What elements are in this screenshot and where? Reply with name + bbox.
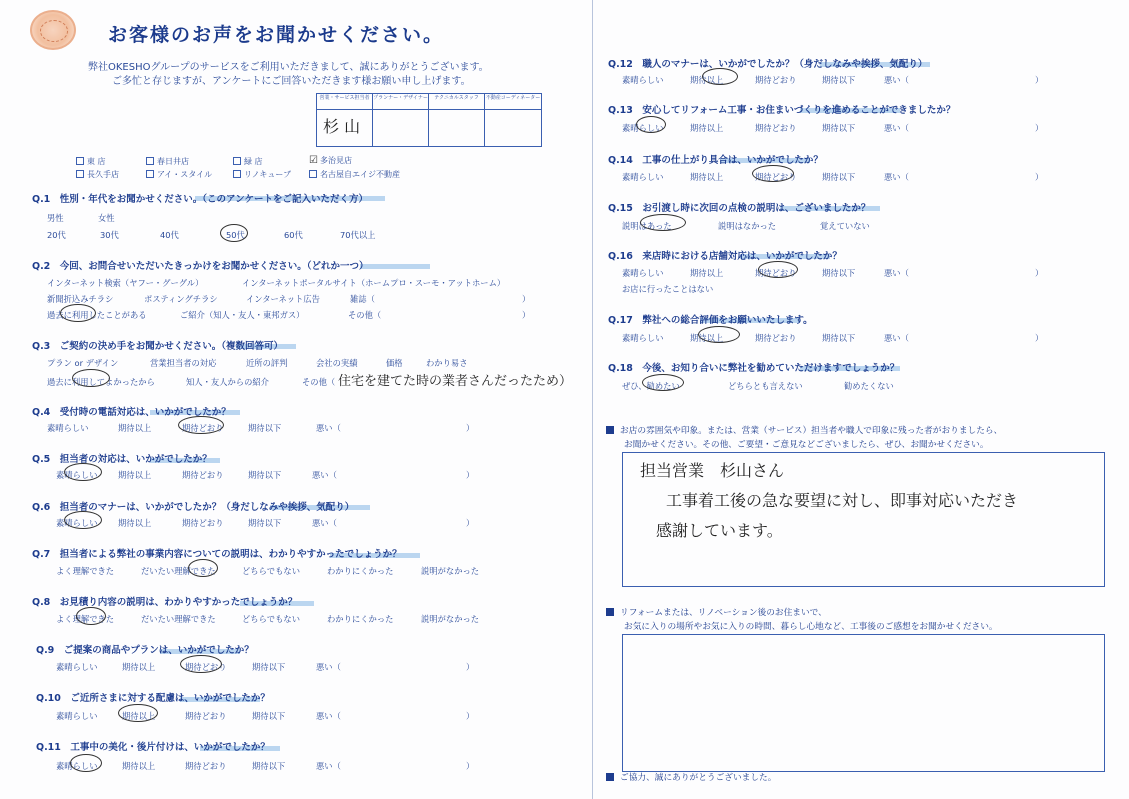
q17-option-1[interactable]: 期待以上 bbox=[690, 333, 724, 343]
q14-question: Q.14 工事の仕上がり具合は、いかがでしたか？ bbox=[608, 155, 823, 166]
q2-option-netad[interactable]: インターネット広告 bbox=[246, 294, 320, 304]
q2-question: Q.2 今回、お問合せいただいたきっかけをお聞かせください。（どれか一つ） bbox=[32, 261, 369, 272]
q1-gender-female[interactable]: 女性 bbox=[98, 213, 115, 223]
q5-question: Q.5 担当者の対応は、いかがでしたか？ bbox=[32, 454, 212, 465]
checkbox-icon bbox=[233, 170, 241, 178]
square-bullet-icon bbox=[606, 773, 614, 781]
answer-circle-mark bbox=[640, 214, 686, 231]
q4-option-close: ） bbox=[466, 423, 475, 433]
q12-option-0[interactable]: 素晴らしい bbox=[622, 75, 664, 85]
q5-option-3[interactable]: 期待以下 bbox=[248, 470, 282, 480]
q16-option-1[interactable]: 期待以上 bbox=[690, 268, 724, 278]
q4-question: Q.4 受付時の電話対応は、いかがでしたか？ bbox=[32, 407, 231, 418]
q3-handwritten-other: 住宅を建てた時の業者さんだったため） bbox=[338, 374, 573, 389]
checkbox-icon bbox=[146, 170, 154, 178]
q17-question: Q.17 弊社への総合評価をお願いいたします。 bbox=[608, 315, 813, 326]
q13-option-4[interactable]: 悪い（ bbox=[884, 123, 909, 133]
q3-option-sales-response[interactable]: 営業担当者の対応 bbox=[150, 358, 217, 368]
q1-age-50s[interactable]: 50代 bbox=[226, 230, 245, 240]
q10-option-1[interactable]: 期待以上 bbox=[122, 711, 156, 721]
q6-question: Q.6 担当者のマナーは、いかがでしたか？（身だしなみや挨拶、気配り） bbox=[32, 502, 355, 513]
comment1-label-2: お聞かせください。その他、ご要望・ご意見などございましたら、ぜひ、お聞かせください。 bbox=[624, 440, 989, 450]
q3-option-plan[interactable]: プラン or デザイン bbox=[47, 358, 119, 368]
q16-option-3[interactable]: 期待以下 bbox=[822, 268, 856, 278]
q4-option-4[interactable]: 悪い（ bbox=[316, 423, 341, 433]
q7-option-4[interactable]: 説明がなかった bbox=[421, 566, 480, 576]
comment1-handwritten-line2: 工事着工後の急な要望に対し、即事対応いただき bbox=[666, 491, 1019, 510]
answer-circle-mark bbox=[642, 374, 684, 391]
q16-option-never-visited[interactable]: お店に行ったことはない bbox=[622, 284, 714, 294]
q15-option-0[interactable]: 説明はあった bbox=[622, 221, 672, 231]
checkbox-icon bbox=[146, 157, 154, 165]
q16-option-close: ） bbox=[1035, 268, 1044, 278]
q3-question: Q.3 ご契約の決め手をお聞かせください。（複数回答可） bbox=[32, 341, 284, 352]
q16-option-0[interactable]: 素晴らしい bbox=[622, 268, 664, 278]
q8-question: Q.8 お見積り内容の説明は、わかりやすかったでしょうか？ bbox=[32, 597, 298, 608]
answer-circle-mark bbox=[64, 511, 102, 529]
q18-option-0[interactable]: ぜひ、勧めたい bbox=[622, 381, 680, 391]
store-checkbox-realestate[interactable]: 名古屋自エイジ不動産 bbox=[309, 169, 400, 180]
q2-option-referral[interactable]: ご紹介（知人・友人・東邦ガス） bbox=[180, 310, 305, 320]
q1-question: Q.1 性別・年代をお聞かせください。（このアンケートをご記入いただく方） bbox=[32, 194, 368, 205]
q12-question: Q.12 職人のマナーは、いかがでしたか？（身だしなみや挨拶、気配り） bbox=[608, 59, 928, 70]
store-checkbox-midori[interactable]: 緑 店 bbox=[233, 156, 263, 167]
q2-option-magazine[interactable]: 雑誌（ bbox=[350, 294, 375, 304]
square-bullet-icon bbox=[606, 426, 614, 434]
q8-option-0[interactable]: よく理解できた bbox=[56, 614, 115, 624]
q13-option-0[interactable]: 素晴らしい bbox=[622, 123, 664, 133]
q5-option-4[interactable]: 悪い（ bbox=[312, 470, 337, 480]
q1-age-40s[interactable]: 40代 bbox=[160, 230, 179, 240]
store-checkbox-tajimi[interactable]: ☑ 多治見店 bbox=[309, 155, 352, 166]
q2-option-posting[interactable]: ポスティングチラシ bbox=[144, 294, 218, 304]
q6-option-4[interactable]: 悪い（ bbox=[312, 518, 337, 528]
intro-line-2: ご多忙と存じますが、アンケートにご回答いただきます様お願い申し上げます。 bbox=[112, 76, 471, 87]
q17-option-2[interactable]: 期待どおり bbox=[755, 333, 797, 343]
comment1-handwritten-line1: 担当営業 杉山さん bbox=[640, 461, 785, 480]
intro-line-1: 弊社OKESHOグループのサービスをご利用いただきまして、誠にありがとうございます。 bbox=[88, 62, 489, 73]
q11-option-3[interactable]: 期待以下 bbox=[252, 761, 286, 771]
page-title: お客様のお声をお聞かせください。 bbox=[108, 24, 445, 46]
q12-option-3[interactable]: 期待以下 bbox=[822, 75, 856, 85]
q18-option-2[interactable]: 勧めたくない bbox=[844, 381, 894, 391]
thanks-footer: ご協力、誠にありがとうございました。 bbox=[606, 771, 776, 783]
q3-option-track-record[interactable]: 会社の実績 bbox=[316, 358, 358, 368]
answer-circle-mark bbox=[118, 704, 158, 722]
comment1-handwritten-line3: 感謝しています。 bbox=[656, 521, 783, 540]
q1-age-70s[interactable]: 70代以上 bbox=[340, 230, 376, 240]
q11-option-0[interactable]: 素晴らしい bbox=[56, 761, 98, 771]
q18-option-1[interactable]: どちらとも言えない bbox=[728, 381, 803, 391]
q2-other-close: ） bbox=[522, 310, 531, 320]
q14-option-3[interactable]: 期待以下 bbox=[822, 172, 856, 182]
q15-question: Q.15 お引渡し時に次回の点検の説明は、ございましたか？ bbox=[608, 203, 871, 214]
answer-circle-mark bbox=[70, 754, 102, 772]
answer-circle-mark bbox=[180, 655, 222, 673]
q13-option-3[interactable]: 期待以下 bbox=[822, 123, 856, 133]
q14-option-4[interactable]: 悪い（ bbox=[884, 172, 909, 182]
q8-option-4[interactable]: 説明がなかった bbox=[421, 614, 480, 624]
q2-option-newspaper[interactable]: 新聞折込みチラシ bbox=[47, 294, 114, 304]
q18-question: Q.18 今後、お知り合いに弊社を勧めていただけますでしょうか？ bbox=[608, 363, 900, 374]
q11-option-close: ） bbox=[466, 761, 475, 771]
staff-value-realestate[interactable] bbox=[485, 110, 541, 146]
store-checkbox-istyle[interactable]: アイ・スタイル bbox=[146, 169, 212, 180]
answer-circle-mark bbox=[698, 326, 740, 343]
q9-option-close: ） bbox=[466, 662, 475, 672]
q7-question: Q.7 担当者による弊社の事業内容についての説明は、わかりやすかったでしょうか？ bbox=[32, 549, 402, 560]
q4-option-0[interactable]: 素晴らしい bbox=[47, 423, 89, 433]
q14-option-0[interactable]: 素晴らしい bbox=[622, 172, 664, 182]
q5-option-2[interactable]: 期待どおり bbox=[182, 470, 224, 480]
q12-option-2[interactable]: 期待どおり bbox=[755, 75, 797, 85]
comment2-box[interactable] bbox=[622, 634, 1105, 772]
q8-option-2[interactable]: どちらでもない bbox=[242, 614, 300, 624]
answer-circle-mark bbox=[72, 369, 110, 387]
q17-option-close: ） bbox=[1035, 333, 1044, 343]
checkbox-icon bbox=[233, 157, 241, 165]
q17-option-3[interactable]: 期待以下 bbox=[822, 333, 856, 343]
staff-header-sales: 営業・サービス担当者 bbox=[317, 94, 373, 110]
q9-option-2[interactable]: 期待どおり bbox=[185, 662, 227, 672]
q1-gender-male[interactable]: 男性 bbox=[47, 213, 64, 223]
q7-option-2[interactable]: どちらでもない bbox=[242, 566, 300, 576]
q2-option-portal[interactable]: インターネットポータルサイト（ホームプロ・スーモ・アットホーム） bbox=[242, 278, 506, 288]
q4-option-1[interactable]: 期待以上 bbox=[118, 423, 152, 433]
q11-option-4[interactable]: 悪い（ bbox=[316, 761, 341, 771]
answer-circle-mark bbox=[636, 116, 666, 133]
comment2-label-2: お気に入りの場所やお気に入りの時間、暮らし心地など、工事後のご感想をお聞かせください。 bbox=[624, 622, 998, 632]
q17-option-4[interactable]: 悪い（ bbox=[884, 333, 909, 343]
q10-option-3[interactable]: 期待以下 bbox=[252, 711, 286, 721]
q10-option-0[interactable]: 素晴らしい bbox=[56, 711, 98, 721]
q14-option-2[interactable]: 期待どおり bbox=[755, 172, 797, 182]
answer-circle-mark bbox=[702, 68, 738, 85]
q7-option-3[interactable]: わかりにくかった bbox=[327, 566, 394, 576]
checkbox-icon bbox=[76, 170, 84, 178]
q6-option-2[interactable]: 期待どおり bbox=[182, 518, 224, 528]
q17-option-0[interactable]: 素晴らしい bbox=[622, 333, 664, 343]
staff-header-planner: プランナー・デザイナー bbox=[373, 94, 429, 110]
q13-option-2[interactable]: 期待どおり bbox=[755, 123, 797, 133]
staff-header-technical: テクニカルスタッフ bbox=[429, 94, 485, 110]
seal-stamp bbox=[30, 10, 76, 50]
q2-magazine-close: ） bbox=[522, 294, 531, 304]
q10-option-close: ） bbox=[466, 711, 475, 721]
q6-option-3[interactable]: 期待以下 bbox=[248, 518, 282, 528]
q7-option-0[interactable]: よく理解できた bbox=[56, 566, 115, 576]
store-checkbox-kasugai[interactable]: 春日井店 bbox=[146, 156, 189, 167]
q9-option-3[interactable]: 期待以下 bbox=[252, 662, 286, 672]
q12-option-close: ） bbox=[1035, 75, 1044, 85]
answer-circle-mark bbox=[60, 304, 96, 322]
q6-option-close: ） bbox=[466, 518, 475, 528]
q2-option-past-use[interactable]: 過去に利用したことがある bbox=[47, 310, 147, 320]
checkbox-icon bbox=[309, 170, 317, 178]
staff-value-planner[interactable] bbox=[373, 110, 429, 146]
q9-option-4[interactable]: 悪い（ bbox=[316, 662, 341, 672]
q3-option-referral[interactable]: 知人・友人からの紹介 bbox=[186, 377, 269, 387]
comment1-label: お店の雰囲気や印象。または、営業（サービス）担当者や職人で印象に残った者がおりましたら、 bbox=[606, 424, 1002, 436]
answer-circle-mark bbox=[76, 607, 106, 625]
q14-option-close: ） bbox=[1035, 172, 1044, 182]
q15-option-1[interactable]: 説明はなかった bbox=[718, 221, 777, 231]
answer-circle-mark bbox=[220, 224, 248, 242]
q13-question: Q.13 安心してリフォーム工事・お住まいづくりを進めることができましたか？ bbox=[608, 105, 956, 116]
q3-option-past-use[interactable]: 過去に利用してよかったから bbox=[47, 377, 155, 387]
q10-option-2[interactable]: 期待どおり bbox=[185, 711, 227, 721]
q8-option-3[interactable]: わかりにくかった bbox=[327, 614, 394, 624]
q5-option-0[interactable]: 素晴らしい bbox=[56, 470, 98, 480]
q2-option-other[interactable]: その他（ bbox=[348, 310, 382, 320]
checkbox-icon bbox=[76, 157, 84, 165]
q8-option-1[interactable]: だいたい理解できた bbox=[141, 614, 216, 624]
q11-question: Q.11 工事中の美化・後片付けは、いかがでしたか？ bbox=[36, 742, 270, 753]
q3-option-other[interactable]: その他（ bbox=[302, 377, 336, 387]
q11-option-2[interactable]: 期待どおり bbox=[185, 761, 227, 771]
answer-circle-mark bbox=[178, 416, 224, 434]
q7-option-1[interactable]: だいたい理解できた bbox=[141, 566, 216, 576]
q16-question: Q.16 来店時における店舗対応は、いかがでしたか？ bbox=[608, 251, 842, 262]
store-checkbox-renocube[interactable]: リノキューブ bbox=[233, 169, 291, 180]
checked-box-icon: ☑ bbox=[309, 155, 318, 166]
staff-table bbox=[316, 93, 542, 147]
q1-age-60s[interactable]: 60代 bbox=[284, 230, 303, 240]
store-checkbox-higashi[interactable]: 東 店 bbox=[76, 156, 106, 167]
q16-option-2[interactable]: 期待どおり bbox=[755, 268, 797, 278]
q5-option-close: ） bbox=[466, 470, 475, 480]
q10-question: Q.10 ご近所さまに対する配慮は、いかがでしたか？ bbox=[36, 693, 270, 704]
staff-value-technical[interactable] bbox=[429, 110, 485, 146]
staff-value-sales[interactable]: 杉 山 bbox=[317, 110, 373, 146]
square-bullet-icon bbox=[606, 608, 614, 616]
q5-option-1[interactable]: 期待以上 bbox=[118, 470, 152, 480]
q9-option-1[interactable]: 期待以上 bbox=[122, 662, 156, 672]
q13-option-1[interactable]: 期待以上 bbox=[690, 123, 724, 133]
answer-circle-mark bbox=[64, 463, 102, 481]
q10-option-4[interactable]: 悪い（ bbox=[316, 711, 341, 721]
q2-option-search[interactable]: インターネット検索（ヤフー・グーグル） bbox=[47, 278, 204, 288]
q3-option-reputation[interactable]: 近所の評判 bbox=[246, 358, 288, 368]
answer-circle-mark bbox=[758, 261, 798, 278]
q6-option-0[interactable]: 素晴らしい bbox=[56, 518, 98, 528]
staff-header-realestate: 不動産コーディネーター bbox=[485, 94, 541, 110]
q12-option-1[interactable]: 期待以上 bbox=[690, 75, 724, 85]
q1-age-20s[interactable]: 20代 bbox=[47, 230, 66, 240]
answer-circle-mark bbox=[188, 559, 218, 577]
q16-option-4[interactable]: 悪い（ bbox=[884, 268, 909, 278]
comment2-label: リフォームまたは、リノベーション後のお住まいで、 bbox=[606, 606, 827, 618]
q11-option-1[interactable]: 期待以上 bbox=[122, 761, 156, 771]
q3-option-clarity[interactable]: わかり易さ bbox=[426, 358, 468, 368]
answer-circle-mark bbox=[752, 165, 794, 182]
q14-option-1[interactable]: 期待以上 bbox=[690, 172, 724, 182]
q15-option-2[interactable]: 覚えていない bbox=[820, 221, 870, 231]
q12-option-4[interactable]: 悪い（ bbox=[884, 75, 909, 85]
q4-option-3[interactable]: 期待以下 bbox=[248, 423, 282, 433]
q9-question: Q.9 ご提案の商品やプランは、いかがでしたか？ bbox=[36, 645, 254, 656]
q3-option-price[interactable]: 価格 bbox=[386, 358, 403, 368]
q13-option-close: ） bbox=[1035, 123, 1044, 133]
store-checkbox-nagakute[interactable]: 長久手店 bbox=[76, 169, 119, 180]
q9-option-0[interactable]: 素晴らしい bbox=[56, 662, 98, 672]
q4-option-2[interactable]: 期待どおり bbox=[182, 423, 224, 433]
q6-option-1[interactable]: 期待以上 bbox=[118, 518, 152, 528]
q1-age-30s[interactable]: 30代 bbox=[100, 230, 119, 240]
